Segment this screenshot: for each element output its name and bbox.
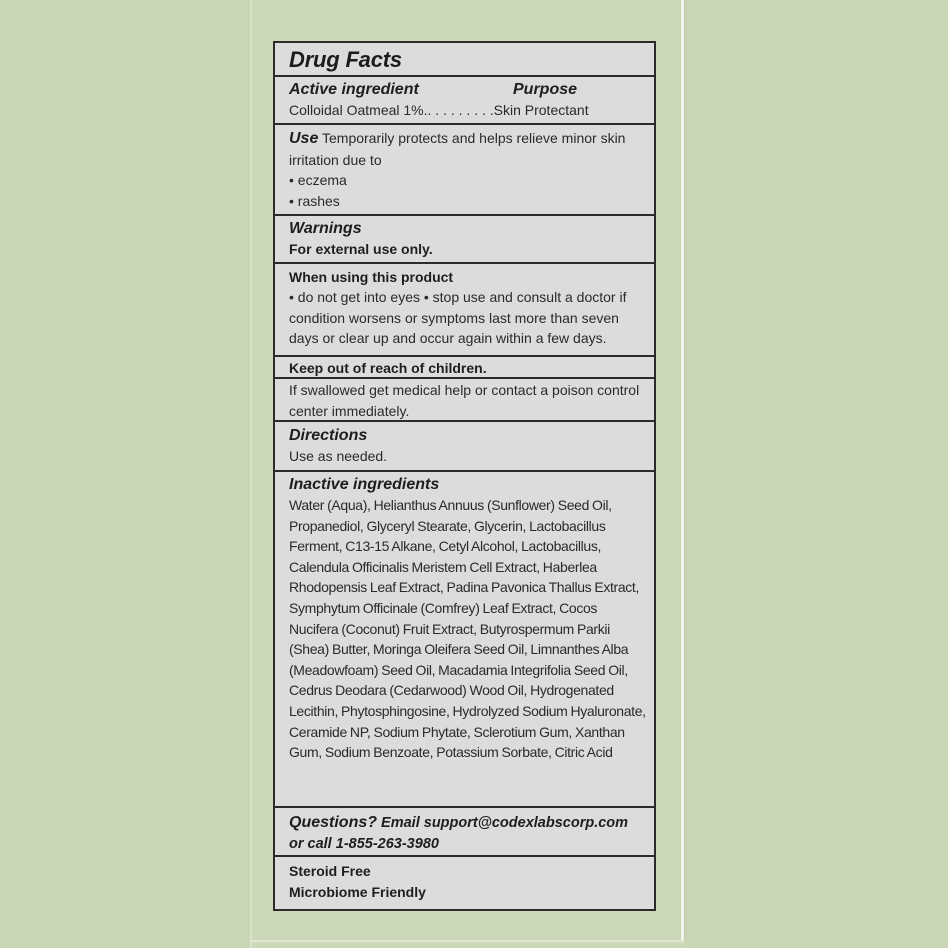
active-ingredient-section: [275, 75, 654, 123]
use-section: [275, 123, 654, 214]
use-bullet: • rashes: [289, 192, 340, 209]
drug-facts-title: Drug Facts: [289, 47, 402, 72]
drug-facts-header: [275, 43, 654, 75]
keep-out-text: If swallowed get medical help or contact a poison control center immediately.: [289, 382, 640, 419]
warnings-text: For external use only.: [289, 241, 433, 257]
when-using-heading: When using this product: [289, 269, 454, 285]
warnings-section: [275, 214, 654, 262]
keep-out-heading-section: [275, 355, 654, 377]
call-prefix: or call: [289, 836, 332, 852]
use-heading: Use: [289, 130, 319, 147]
inactive-ingredients-section: [275, 470, 654, 806]
active-ingredient-name: Colloidal Oatmeal 1%: [289, 102, 424, 118]
claim-steroid-free: Steroid Free: [289, 863, 371, 879]
keep-out-section: [275, 377, 654, 420]
questions-line-1: [289, 812, 646, 834]
dot-leader: .. . . . . . . . .: [423, 102, 494, 118]
inactive-ingredients-heading: Inactive ingredients: [289, 476, 440, 493]
inactive-ingredients-text: Water (Aqua), Helianthus Annuus (Sunflower) Seed Oil, Propanediol, Glyceryl Stearate, Glycerin, Lactobacillus Ferment, C13-15 Alkane, Cetyl Alcohol, Lactobacillus, Calendula Officinalis Meristem Cell Extract, Haberlea Rhodopensis Leaf Extract, Padina Pavonica Thallus Extract, Symphytum Officinale (Comfrey) Leaf Extract, Cocos Nucifera (Coconut) Fruit Extract, Butyrospermum Parkii (Shea) Butter, Moringa Oleifera Seed Oil, Limnanthes Alba (Meadowfoam) Seed Oil, Macadamia Integrifolia Seed Oil, Cedrus Deodara (Cedarwood) Wood Oil, Hydrogenated Lecithin, Phytosphingosine, Hydrolyzed Sodium Hyaluronate, Ceramide NP, Sodium Phytate, Sclerotium Gum, Xanthan Gum, Sodium Benzoate, Potassium Sorbate, Citric Acid: [289, 497, 646, 761]
claims-section: [275, 855, 654, 909]
active-ingredient-row: [289, 100, 646, 120]
directions-section: [275, 420, 654, 470]
email-prefix: Email: [381, 815, 420, 831]
warnings-heading: Warnings: [289, 220, 362, 237]
when-using-section: [275, 262, 654, 355]
directions-text: Use as needed.: [289, 448, 388, 464]
active-ingredient-heading: Active ingredient: [289, 81, 419, 98]
claim-microbiome-friendly: Microbiome Friendly: [289, 884, 426, 900]
package-edge-highlight: [681, 0, 684, 940]
use-description: Temporarily protects and helps relieve minor skin irritation due to: [289, 130, 626, 168]
drug-facts-label: [273, 41, 656, 911]
questions-heading: Questions?: [289, 814, 378, 831]
questions-section: [275, 806, 654, 855]
package-bottom-edge: [250, 940, 684, 942]
questions-line-2: [289, 834, 646, 855]
directions-heading: Directions: [289, 427, 368, 444]
active-ingredient-purpose: Skin Protectant: [493, 102, 589, 118]
support-phone-link[interactable]: 1-855-263-3980: [335, 836, 439, 852]
use-bullet: • eczema: [289, 172, 347, 189]
keep-out-heading: Keep out of reach of children.: [289, 360, 487, 376]
purpose-heading: Purpose: [513, 81, 578, 98]
use-text: [289, 128, 646, 170]
support-email-link[interactable]: support@codexlabscorp.com: [423, 815, 629, 831]
when-using-text: • do not get into eyes • stop use and consult a doctor if condition worsens or symptoms last more than seven days or clear up and occur again within a few days.: [289, 289, 627, 347]
